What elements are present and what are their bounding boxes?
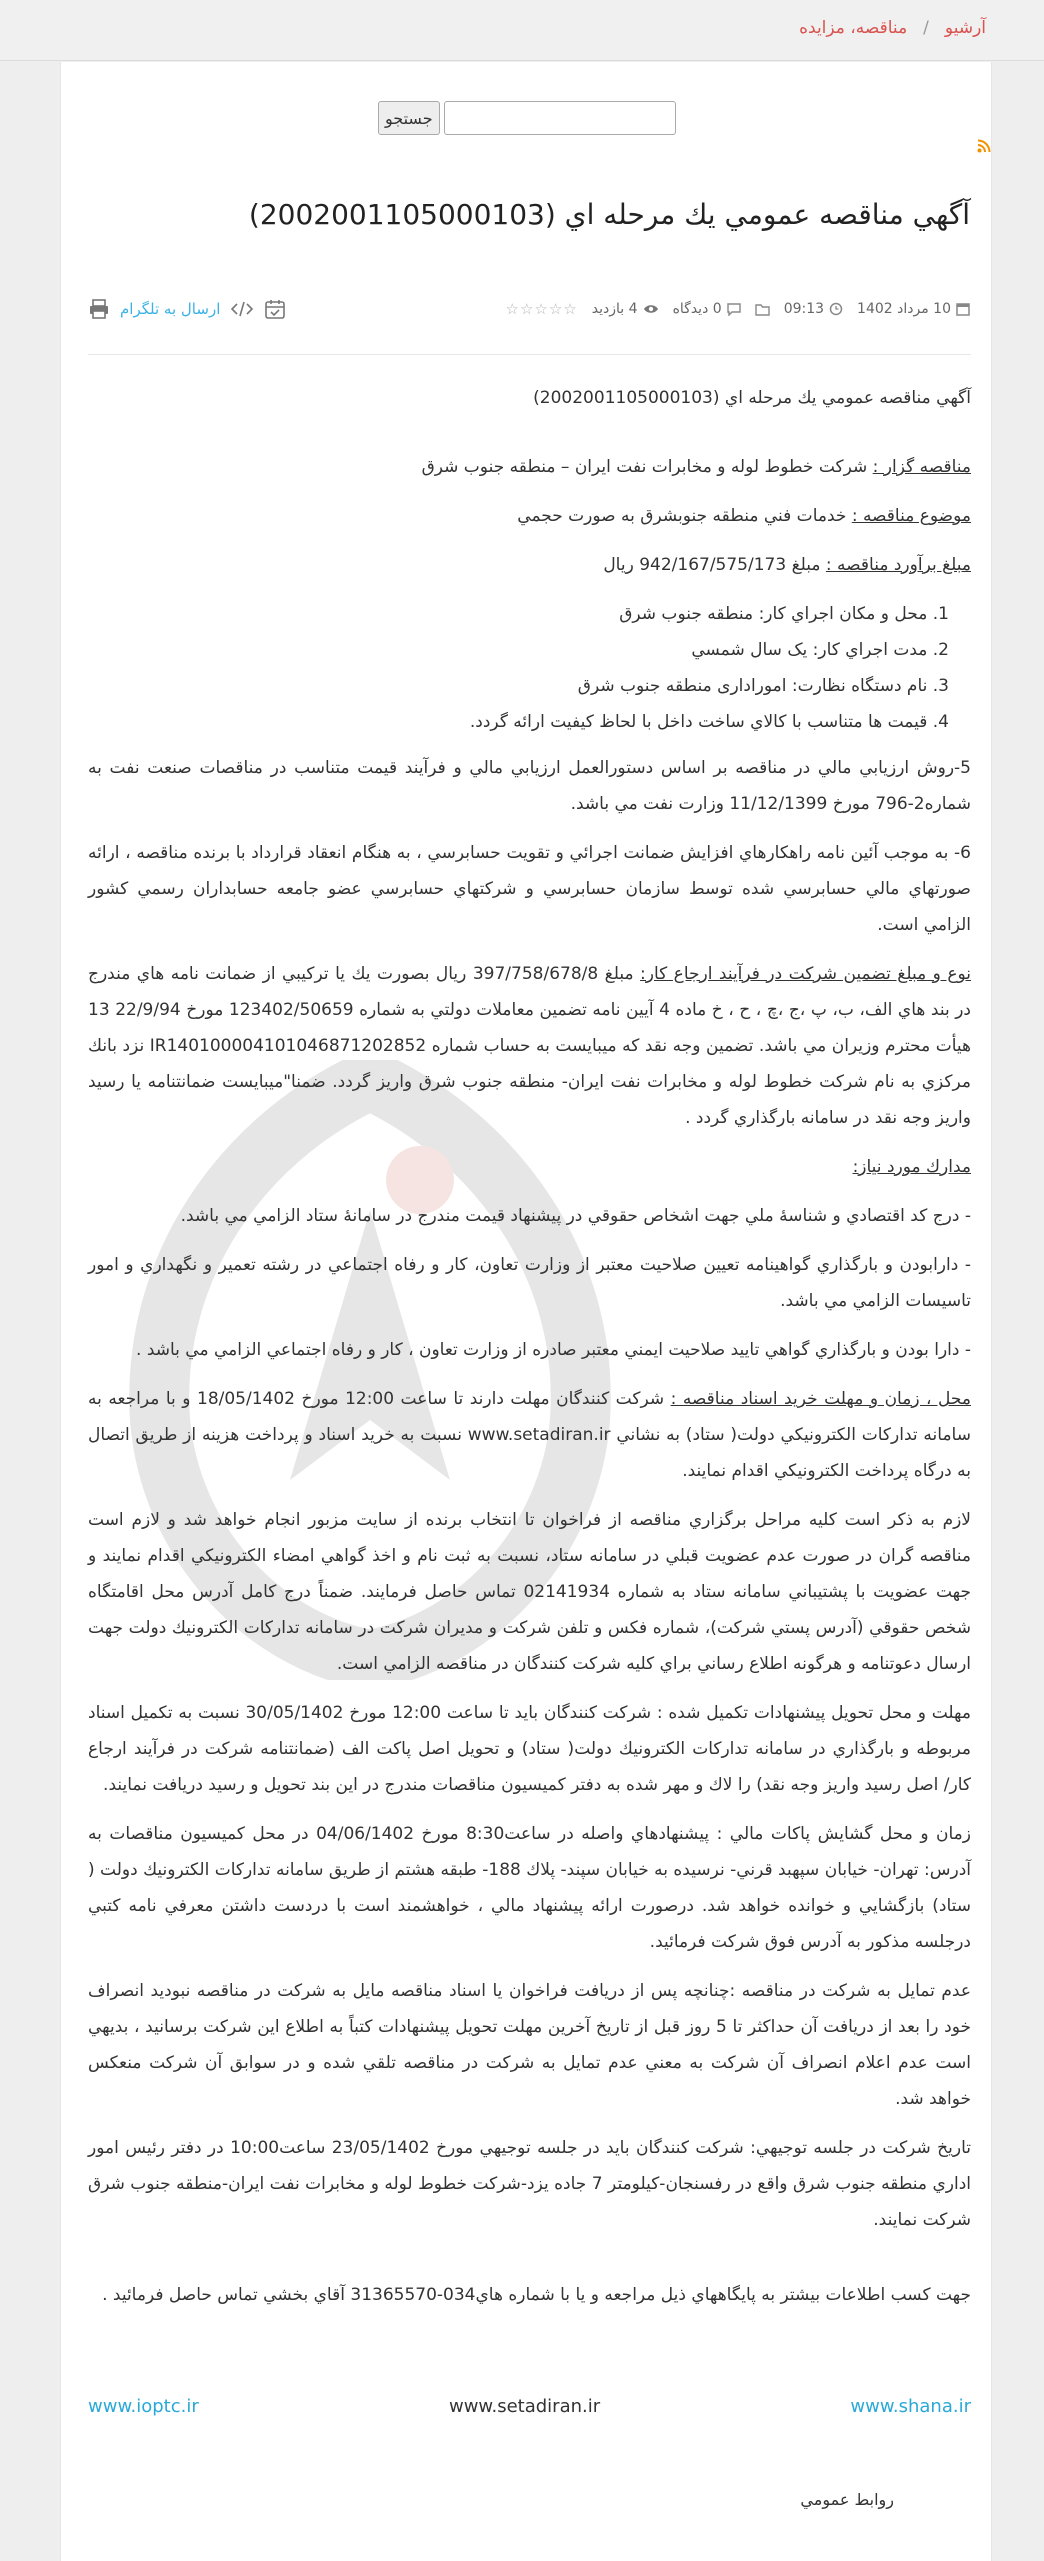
- telegram-share-link[interactable]: ارسال به تلگرام: [120, 300, 221, 318]
- paragraph-guarantee: [88, 956, 971, 1136]
- paragraph-evaluation: 5-روش ارزيابي مالي در مناقصه بر اساس دستورالعمل ارزيابي مالي و فرآيند قيمت متناسب در مناقصات صنعت نفت به شماره2-796 مورخ 11/12/1399 وزارت نفت مي باشد.: [88, 758, 971, 814]
- subject-value: خدمات فني منطقه جنوبشرق به صورت حجمي: [517, 506, 852, 526]
- estimate-value: مبلغ 942/167/575/173 ريال: [603, 555, 826, 575]
- list-item: 3. نام دستگاه نظارت: امورادارى منطقه جنوب شرق: [577, 676, 949, 696]
- calendar-icon: [956, 302, 970, 316]
- article-tools: [88, 298, 286, 320]
- eye-icon: [643, 303, 659, 315]
- post-views: [592, 301, 659, 317]
- purchase-label: محل ، زمان و مهلت خريد اسناد مناقصه :: [670, 1389, 971, 1409]
- docs-label: مدارك مورد نياز:: [852, 1157, 971, 1177]
- content-heading: آگهي مناقصه عمومي يك مرحله اي (2002001105000103): [533, 388, 971, 408]
- list-item: 1. محل و مكان اجراي كار: منطقه جنوب شرق: [619, 604, 949, 624]
- tender-value: شركت خطوط لوله و مخابرات نفت ايران – منطقه جنوب شرق: [421, 457, 873, 477]
- date-text: 10 مرداد 1402: [857, 301, 951, 317]
- divider: [88, 354, 971, 355]
- post-category[interactable]: [755, 303, 770, 316]
- tender-estimate: [88, 547, 971, 583]
- paragraph-deadline: مهلت و محل تحويل پيشنهادات تكميل شده : شركت كنندگان بايد تا ساعت 12:00 مورخ 30/05/1402 نسبت به تكميل اسناد مربوطه و بارگذاري در سامانه تداركات الكترونيك دولت( ستاد) و تحويل اصل پاكت الف (ضمانتنامه شركت در فرآيند ارجاع كار/ اصل رسيد واريز وجه نقد) را لاك و مهر شده به دفتر كميسيون مناقصات مندرج در اين بند تحويل و رسيد دريافت نمايند.: [88, 1703, 971, 1795]
- post-date: [857, 301, 970, 317]
- paragraph-opening: زمان و محل گشايش پاكات مالي : پيشنهادهاي واصله در ساعت8:30 مورخ 04/06/1402 در محل كميسيون مناقصات به آدرس: تهران- خيابان سپهبد قرني- نرسيده به خيابان سپند- پلاك 188- طبقه هشتم از طريق سامانه تداركات الكترونيك دولت ( ستاد) بازگشايي و خوانده خواهد شد. درصورت ارائه پيشنهاد مالي ، خواهشمند است با دردست داشتن معرفي نامه كتبي درجلسه مذكور به آدرس فوق شركت فرمائيد.: [88, 1824, 972, 1952]
- search-button[interactable]: جستجو: [378, 101, 440, 135]
- clock-icon: [829, 302, 843, 316]
- calendar-check-icon[interactable]: [264, 298, 286, 320]
- tender-subject: [88, 498, 971, 534]
- list-item: 4. قيمت ها متناسب با كالاي ساخت داخل با لحاظ كيفيت ارائه گردد.: [469, 712, 949, 732]
- paragraph-withdraw: عدم تمايل به شركت در مناقصه :چنانچه پس از دريافت فراخوان يا اسناد مناقصه مايل به شركت در مناقصه نبوديد انصراف خود را بعد از دريافت آن حداكثر تا 5 روز قبل از تاريخ آخرين مهلت تحويل پيشنهادات كتباً به اطلاع اين شركت برسانيد ، بديهي است عدم اعلام انصراف آن شركت به معني عدم تمايل به شركت در مناقصه تلقي شده و در سوابق آن شركت منعكس خواهد شد.: [88, 1981, 971, 2109]
- page-title: آگهي مناقصه عمومي يك مرحله اي (2002001105000103): [248, 198, 970, 231]
- paragraph-audit: 6- به موجب آئين نامه راهكارهاي افزايش ضمانت اجرائي و تقويت حسابرسي ، به هنگام انعقاد قرارداد با برنده مناقصه ، ارائه صورتهاي مالي حسابرسي شده توسط سازمان حسابرسي و شركتهاي حسابرسي عضو جامعه حسابداران رسمي كشور الزامي است.: [88, 843, 971, 935]
- time-text: 09:13: [783, 301, 825, 317]
- purchase-value: شركت كنندگان مهلت دارند تا ساعت 12:00 مورخ 18/05/1402 و با مراجعه به سامانه تداركات الكترونيكي دولت( ستاد) به نشاني www.setadiran.ir نسبت به خريد اسناد و پرداخت هزينه از طريق اتصال به درگاه پرداخت الكترونيكي اقدام نمايند.: [88, 1389, 971, 1481]
- code-icon[interactable]: [230, 299, 254, 319]
- signature: روابط عمومي: [800, 2490, 894, 2509]
- breadcrumb-tenders[interactable]: مناقصه، مزايده: [799, 18, 908, 38]
- doc-item: - دارا بودن و بارگذاري گواهي تاييد صلاحيت ايمني معتبر صادره از وزارت تعاون ، كار و رفاه اجتماعي الزامي مي باشد .: [136, 1340, 971, 1360]
- tender-organizer: [88, 449, 971, 485]
- link-shana[interactable]: www.shana.ir: [850, 2396, 971, 2417]
- subject-label: موضوع مناقصه :: [851, 506, 971, 526]
- tender-details-list: [88, 596, 971, 740]
- list-item: 2. مدت اجراي كار: يک سال شمسي: [691, 640, 949, 660]
- print-icon[interactable]: [88, 298, 110, 320]
- breadcrumb: [799, 18, 986, 38]
- guarantee-value: مبلغ 397/758/678/8 ريال بصورت يك يا تركيبي از ضمانت نامه هاي مندرج در بند هاي الف، ب، پ ،ج ،چ ، ح ، خ ماده 4 آيين نامه تضمين معاملات دولتي به شماره 123402/50659 مورخ 22/9/94 13 هيأت محترم وزيران مي باشد. تضمين وجه نقد كه ميبايست به حساب شماره IR140100004101046871202852 نزد بانك مركزي به نام شركت خطوط لوله و مخابرات نفت ايران- منطقه جنوب شرق واريز گردد. ضمنا"ميبايست ضمانتنامه يا رسيد واريز وجه نقد در سامانه بارگذاري گردد .: [88, 964, 971, 1128]
- paragraph-contact: جهت كسب اطلاعات بيشتر به پايگاههاي ذيل مراجعه و يا با شماره هاي034-31365570 آقاي بخشي تماس حاصل فرمائيد .: [102, 2285, 971, 2305]
- paragraph-registration: لازم به ذكر است كليه مراحل برگزاري مناقصه از فراخوان تا انتخاب برنده از سايت مزبور انجام خواهد شد و لازم است مناقصه گران در صورت عدم عضويت قبلي در سامانه ستاد، نسبت به ثبت نام و اخذ گواهي امضاء الكترونيكي اقدام نمايند و جهت عضويت با پشتيباني سامانه ستاد به شماره 02141934 تماس حاصل فرمايند. ضمناً درج كامل آدرس محل اقامتگاه شخص حقوقي (آدرس پستي شركت)، شماره فكس و تلفن شركت و مديران شركت در سامانه تداركات الكترونيك دولت جهت ارسال دعوتنامه و هرگونه اطلاع رساني براي كليه شركت كنندگان در مناقصه الزامي است.: [88, 1510, 971, 1674]
- views-text: 4 بازديد: [591, 301, 638, 317]
- comment-icon: [727, 303, 741, 316]
- tender-label: مناقصه گزار :: [872, 457, 971, 477]
- post-time: [784, 301, 843, 317]
- folder-icon: [755, 303, 770, 316]
- top-bar: [0, 0, 1044, 61]
- breadcrumb-archive[interactable]: آرشيو: [944, 18, 986, 38]
- article-body: [88, 380, 971, 2326]
- doc-item: - دارابودن و بارگذاري گواهينامه تعيين صلاحيت معتبر از وزارت تعاون، كار و رفاه اجتماعي در رشته تعمير و نگهداري و امور تاسيسات الزامي مي باشد.: [88, 1255, 971, 1311]
- search-form: [378, 101, 676, 135]
- post-comments[interactable]: [673, 301, 741, 317]
- rss-icon[interactable]: [977, 139, 991, 153]
- guarantee-label: نوع و مبلغ تضمين شركت در فرآيند ارجاع كار:: [640, 964, 971, 984]
- breadcrumb-separator: /: [923, 18, 929, 38]
- related-links: [88, 2396, 971, 2417]
- search-input[interactable]: [444, 101, 676, 135]
- paragraph-briefing: تاريخ شركت در جلسه توجيهي: شركت كنندگان بايد در جلسه توجيهي مورخ 23/05/1402 ساعت10:00 در دفتر رئيس امور اداري منطقه جنوب شرق واقع در رفسنجان-كيلومتر 7 جاده يزد-شركت خطوط لوله و مخابرات نفت ايران-منطقه جنوب شرق شركت نمايند.: [88, 2138, 971, 2230]
- estimate-label: مبلغ برآورد مناقصه :: [825, 555, 971, 575]
- link-ioptc[interactable]: www.ioptc.ir: [88, 2396, 199, 2417]
- comments-text: 0 ديدگاه: [672, 301, 722, 317]
- paragraph-purchase: [88, 1381, 971, 1489]
- link-setadiran[interactable]: www.setadiran.ir: [448, 2396, 601, 2417]
- post-meta: [506, 300, 970, 318]
- rating-stars[interactable]: ☆☆☆☆☆: [505, 300, 578, 318]
- doc-item: - درج كد اقتصادي و شناسهٔ ملي جهت اشخاص حقوقي در پيشنهاد قيمت مندرج در سامانهٔ ستاد الزامي مي باشد.: [180, 1206, 971, 1226]
